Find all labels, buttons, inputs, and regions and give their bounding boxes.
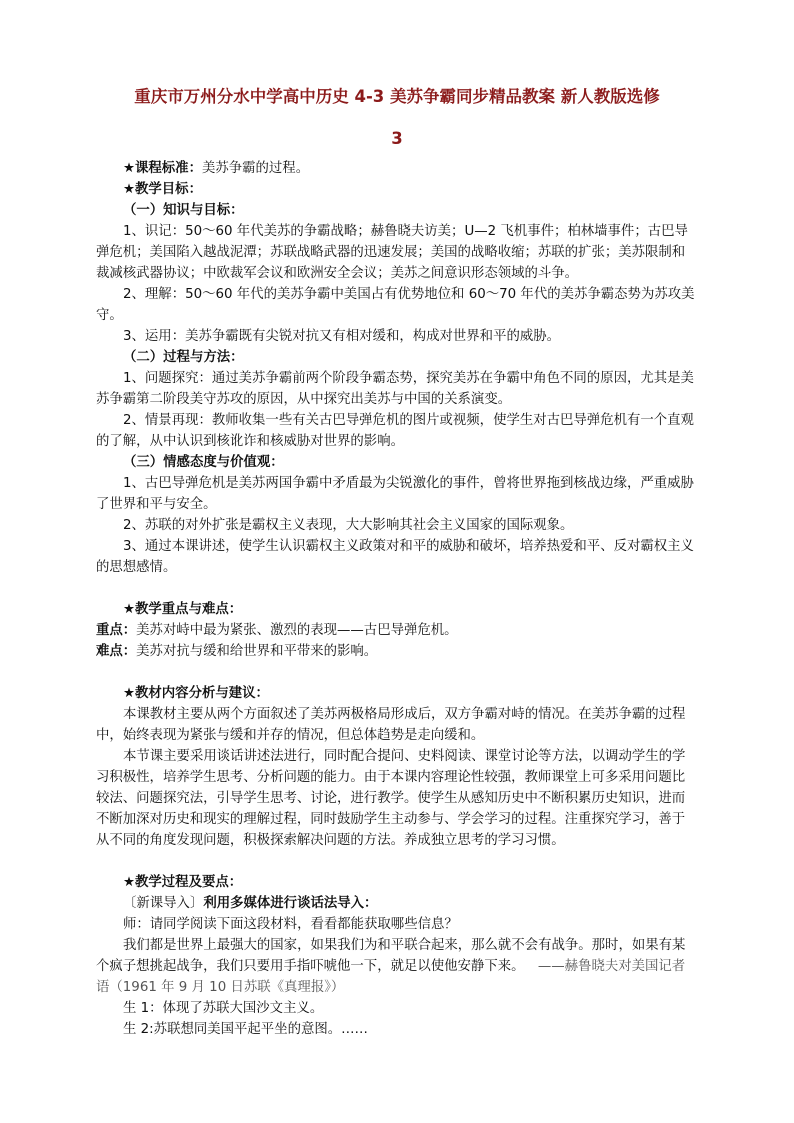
course-standard [96, 158, 698, 179]
key-point-label: 重点： [96, 623, 137, 638]
difficult-point: 难点：美苏对抗与缓和给世界和平带来的影响。 [96, 644, 378, 659]
textbook-analysis-para-2: 本节课主要采用谈话讲述法进行，同时配合提问、史料阅读、课堂讨论等方法，以调动学生的学习积极性，培养学生思考、分析问题的能力。由于本课内容理论性较强，教师课堂上可多采用问题比较法、问题探究法，引导学生思考、讨论，进行教学。使学生从感知历史中不断积累历史知识，进而不断加深对历史和现实的理解过程，同时鼓励学生主动参与、学会学习的过程。注重探究学习，善于从不同的角度发现问题，积极探索解决问题的方法。养成独立思考的学习习惯。 [96, 749, 686, 848]
section-1-item-1: 1、识记：50～60 年代美苏的争霸战略；赫鲁晓夫访美；U—2 飞机事件；柏林墙事件；古巴导弹危机；美国陷入越战泥潭；苏联战略武器的迅速发展；美国的战略收缩；苏联的扩张；美苏限制和裁减核武器协议；中欧裁军会议和欧洲安全会议；美苏之间意识形态领域的斗争。 [96, 224, 688, 281]
document-title-line2: 3 [391, 129, 403, 148]
student-answer-1: 生 1：体现了苏联大国沙文主义。 [123, 1001, 324, 1016]
document-body [96, 158, 698, 1040]
document-title-line1: 重庆市万州分水中学高中历史 4-3 美苏争霸同步精品教案 新人教版选修 [134, 87, 660, 106]
teaching-process-heading: ★教学过程及要点： [123, 875, 243, 890]
quote-source: ——赫鲁晓夫对美国记者语（1961 年 9 月 10 日苏联《真理报》） [96, 959, 686, 995]
quote-paragraph [96, 935, 698, 998]
section-3-heading: （三）情感态度与价值观： [123, 455, 284, 470]
section-2-heading: （二）过程与方法： [123, 350, 244, 365]
key-difficult-heading: ★教学重点与难点： [123, 602, 243, 617]
key-point: 重点：美苏对峙中最为紧张、激烈的表现——古巴导弹危机。 [96, 623, 458, 638]
course-standard-text: 美苏争霸的过程。 [201, 161, 310, 176]
teacher-question: 师：请同学阅读下面这段材料，看看都能获取哪些信息？ [123, 917, 458, 932]
section-1-item-3: 3、运用：美苏争霸既有尖锐对抗又有相对缓和，构成对世界和平的威胁。 [123, 329, 561, 344]
teaching-goals-heading: ★教学目标： [123, 182, 202, 197]
section-1-item-2: 2、理解：50～60 年代的美苏争霸中美国占有优势地位和 60～70 年代的美苏争霸态势为苏攻美守。 [96, 287, 695, 323]
textbook-analysis-para-1: 本课教材主要从两个方面叙述了美苏两极格局形成后，双方争霸对峙的情况。在美苏争霸的过程中，始终表现为紧张与缓和并存的情况，但总体趋势是走向缓和。 [96, 707, 686, 743]
student-answer-2: 生 2:苏联想同美国平起平坐的意图。…… [123, 1022, 368, 1037]
section-3-item-1: 1、古巴导弹危机是美苏两国争霸中矛盾最为尖锐激化的事件，曾将世界拖到核战边缘，严重威胁了世界和平与安全。 [96, 476, 694, 512]
section-2-item-1: 1、问题探究：通过美苏争霸前两个阶段争霸态势，探究美苏在争霸中角色不同的原因，尤其是美苏争霸第二阶段美守苏攻的原因，从中探究出美苏与中国的关系演变。 [96, 371, 694, 407]
section-3-item-3: 3、通过本课讲述，使学生认识霸权主义政策对和平的威胁和破坏，培养热爱和平、反对霸权主义的思想感情。 [96, 539, 694, 575]
course-standard-label: ★课程标准： [123, 161, 202, 176]
lesson-intro-tag: 〔新课导入〕 [123, 896, 204, 911]
lesson-intro-text: 利用多媒体进行谈话法导入： [203, 896, 378, 911]
section-1-heading: （一）知识与目标： [123, 203, 244, 218]
textbook-analysis-heading: ★教材内容分析与建议： [123, 686, 269, 701]
section-3-item-2: 2、苏联的对外扩张是霸权主义表现，大大影响其社会主义国家的国际观象。 [123, 518, 574, 533]
section-2-item-2: 2、情景再现：教师收集一些有关古巴导弹危机的图片或视频，使学生对古巴导弹危机有一个直观的了解，从中认识到核讹诈和核威胁对世界的影响。 [96, 413, 694, 449]
lesson-intro [96, 893, 698, 914]
quote-text: 我们都是世界上最强大的国家，如果我们为和平联合起来，那么就不会有战争。那时，如果有某个疯子想挑起战争，我们只要用手指吓唬他一下，就足以使他安静下来。 [96, 938, 686, 974]
difficult-point-label: 难点： [96, 644, 137, 659]
